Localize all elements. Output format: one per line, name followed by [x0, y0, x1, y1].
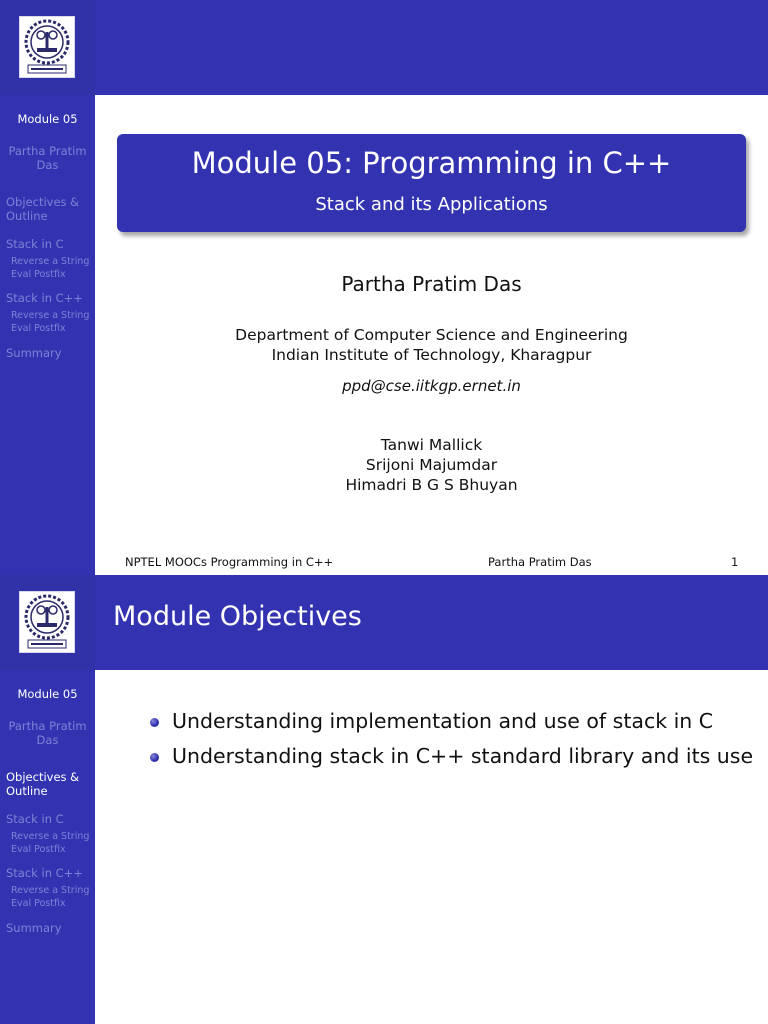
- footer-course: NPTEL MOOCs Programming in C++: [125, 555, 334, 569]
- list-item-text: Understanding stack in C++ standard library and its use: [172, 744, 754, 768]
- nav-c-reverse-string[interactable]: Reverse a String: [11, 256, 90, 267]
- footer-author: Partha Pratim Das: [488, 555, 592, 569]
- nav-cpp-eval-postfix[interactable]: Eval Postfix: [11, 323, 66, 334]
- nav-c-eval-postfix[interactable]: Eval Postfix: [11, 269, 66, 280]
- bullet-icon: [150, 753, 159, 762]
- title-box: [117, 134, 746, 232]
- nav-cpp-reverse-string[interactable]: Reverse a String: [11, 885, 90, 896]
- contributors: [95, 435, 768, 495]
- nav-stack-in-cpp[interactable]: Stack in C++: [6, 866, 83, 880]
- presentation-subtitle: Stack and its Applications: [315, 194, 548, 215]
- affiliation: [95, 325, 768, 365]
- nav-summary[interactable]: Summary: [6, 346, 62, 360]
- logo-area: [0, 0, 95, 95]
- bullet-icon: [150, 718, 159, 727]
- nav-module[interactable]: Module 05: [17, 687, 78, 701]
- contributor: Tanwi Mallick: [380, 436, 483, 454]
- institute-logo-icon: [19, 591, 75, 653]
- nav-module[interactable]: Module 05: [17, 112, 78, 126]
- presentation-title: Module 05: Programming in C++: [191, 146, 672, 180]
- nav-objectives[interactable]: Objectives & Outline: [6, 195, 80, 223]
- nav-objectives[interactable]: Objectives & Outline: [6, 770, 80, 798]
- logo-area: [0, 575, 95, 670]
- nav-author[interactable]: Partha Pratim Das: [8, 144, 87, 172]
- footer-page-number: 1: [731, 555, 739, 569]
- author-email: ppd@cse.iitkgp.ernet.in: [342, 377, 521, 395]
- nav-cpp-eval-postfix[interactable]: Eval Postfix: [11, 898, 66, 909]
- nav-c-eval-postfix[interactable]: Eval Postfix: [11, 844, 66, 855]
- nav-author[interactable]: Partha Pratim Das: [8, 719, 87, 747]
- objectives-list: [150, 707, 753, 777]
- list-item: [150, 742, 753, 777]
- list-item-text: Understanding implementation and use of stack in C: [172, 709, 714, 733]
- author-name: Partha Pratim Das: [341, 272, 522, 296]
- objectives-slide: [0, 575, 768, 1024]
- nav-stack-in-c[interactable]: Stack in C: [6, 812, 64, 826]
- header-bar: [95, 0, 768, 95]
- nav-c-reverse-string[interactable]: Reverse a String: [11, 831, 90, 842]
- nav-summary[interactable]: Summary: [6, 921, 62, 935]
- list-item: [150, 707, 753, 742]
- nav-cpp-reverse-string[interactable]: Reverse a String: [11, 310, 90, 321]
- institute-logo-icon: [19, 16, 75, 78]
- nav-stack-in-cpp[interactable]: Stack in C++: [6, 291, 83, 305]
- frame-title: Module Objectives: [113, 601, 362, 632]
- nav-stack-in-c[interactable]: Stack in C: [6, 237, 64, 251]
- institute: Indian Institute of Technology, Kharagpur: [271, 346, 592, 364]
- department: Department of Computer Science and Engineering: [235, 326, 628, 344]
- contributor: Himadri B G S Bhuyan: [345, 476, 518, 494]
- contributor: Srijoni Majumdar: [365, 456, 498, 474]
